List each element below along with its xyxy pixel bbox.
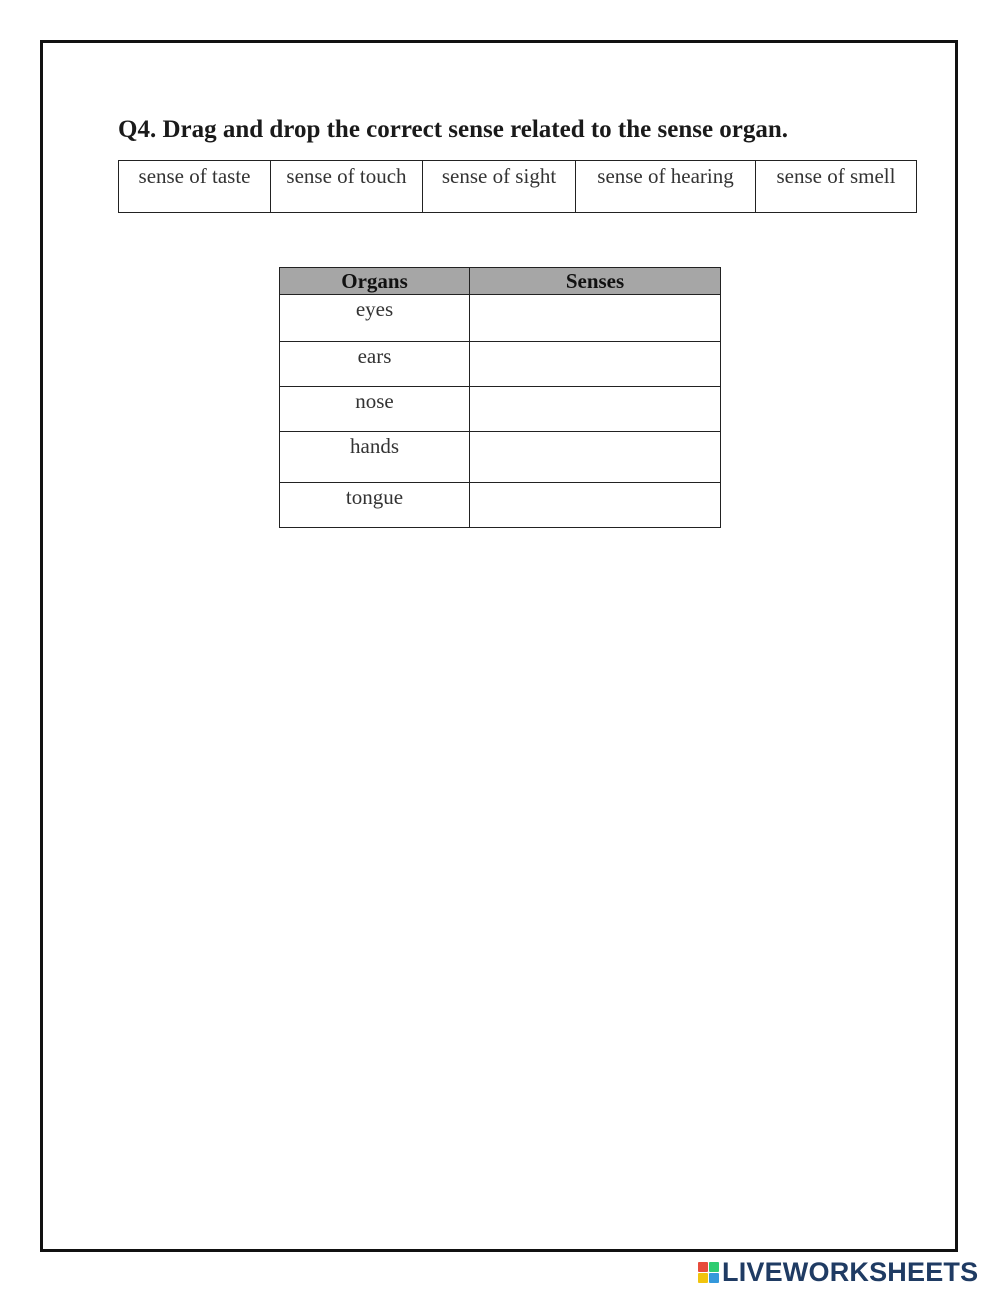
word-bank	[118, 160, 917, 213]
word-bank-item[interactable]: sense of touch	[271, 161, 423, 213]
logo-square-1	[698, 1262, 708, 1272]
sense-drop-zone[interactable]	[470, 295, 721, 342]
question-title: Q4. Drag and drop the correct sense related to the sense organ.	[118, 116, 789, 143]
organ-cell: ears	[280, 342, 470, 387]
matching-table	[279, 267, 721, 528]
logo-square-2	[709, 1262, 719, 1272]
word-bank-item[interactable]: sense of smell	[756, 161, 917, 213]
page-frame	[40, 40, 958, 1252]
sense-drop-zone[interactable]	[470, 342, 721, 387]
brand-name: LIVEWORKSHEETS	[722, 1257, 979, 1287]
organ-cell: eyes	[280, 295, 470, 342]
sense-drop-zone[interactable]	[470, 483, 721, 528]
header-senses: Senses	[470, 268, 721, 295]
organ-cell: hands	[280, 432, 470, 483]
organ-cell: tongue	[280, 483, 470, 528]
word-bank-item[interactable]: sense of taste	[119, 161, 271, 213]
table-row	[280, 387, 721, 432]
table-row	[280, 295, 721, 342]
organ-cell: nose	[280, 387, 470, 432]
sense-drop-zone[interactable]	[470, 387, 721, 432]
word-bank-item[interactable]: sense of hearing	[576, 161, 756, 213]
sense-drop-zone[interactable]	[470, 432, 721, 483]
word-bank-item[interactable]: sense of sight	[423, 161, 576, 213]
header-organs: Organs	[280, 268, 470, 295]
liveworksheets-logo-icon	[698, 1262, 719, 1283]
brand	[698, 1257, 978, 1288]
table-row	[280, 483, 721, 528]
logo-square-4	[709, 1273, 719, 1283]
logo-square-3	[698, 1273, 708, 1283]
table-row	[280, 342, 721, 387]
table-row	[280, 432, 721, 483]
